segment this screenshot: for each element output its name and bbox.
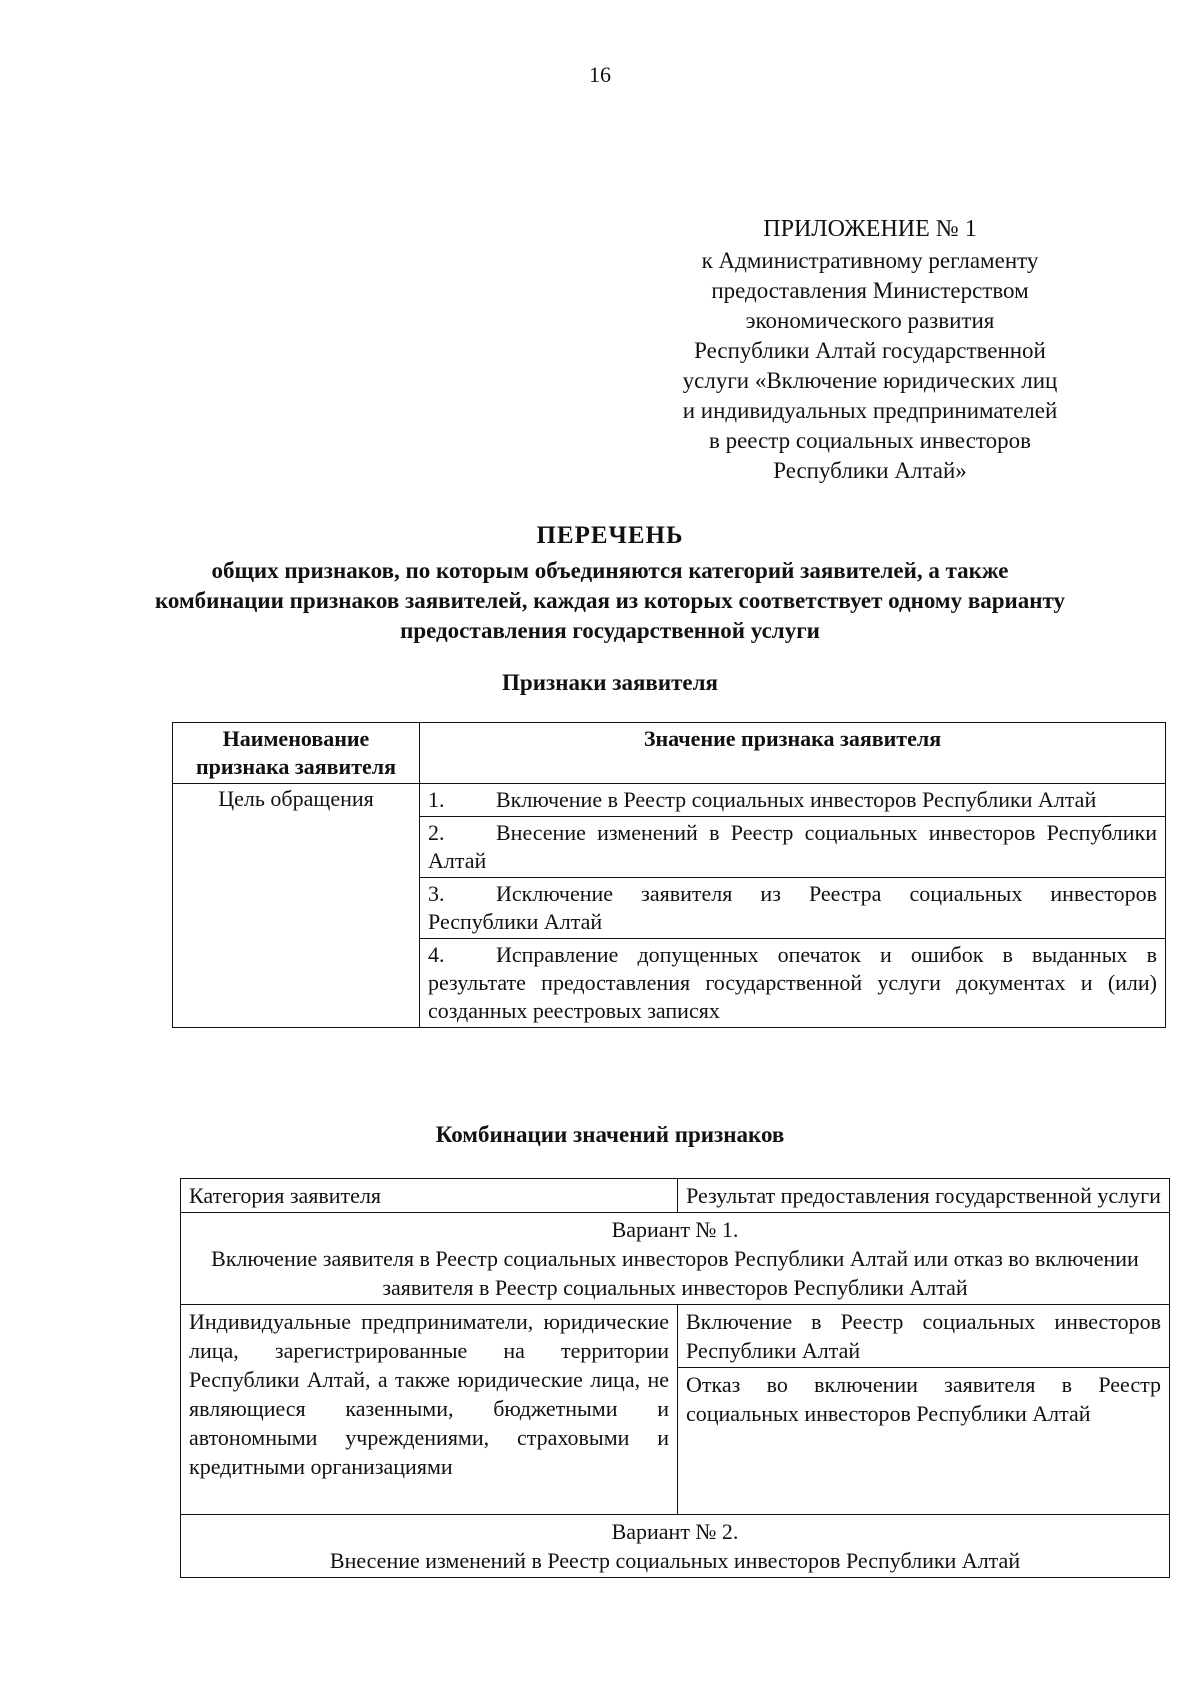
variant-1-row bbox=[181, 1213, 1170, 1305]
appendix-line: Республики Алтай» bbox=[773, 458, 967, 483]
item-text: Внесение изменений в Реестр социальных инвесторов Республики Алтай bbox=[428, 820, 1157, 873]
combinations-header-row bbox=[181, 1179, 1170, 1213]
appendix-line: предоставления Министерством bbox=[711, 278, 1029, 303]
heading-sub: общих признаков, по которым объединяются категорий заявителей, а также комбинации признаков заявителей, каждая из которых соответствует одному варианту предоставления государственной услуги bbox=[154, 558, 1066, 643]
appendix-line: в реестр социальных инвесторов bbox=[708, 428, 1032, 453]
variant-2-title: Вариант № 2. bbox=[611, 1519, 739, 1544]
variant-2-desc: Внесение изменений в Реестр социальных инвесторов Республики Алтай bbox=[329, 1548, 1021, 1573]
table-row bbox=[181, 1515, 1170, 1578]
appendix-line: Республики Алтай государственной bbox=[694, 338, 1046, 363]
item-text: Включение в Реестр социальных инвесторов Республики Алтай bbox=[496, 787, 1097, 812]
variant-1-category: Индивидуальные предприниматели, юридические лица, зарегистрированные на территории Республики Алтай, а также юридические лица, не являющиеся казенными, бюджетными и автономными учреждениями, страховыми и кредитными организациями bbox=[181, 1305, 678, 1515]
variant-1-title: Вариант № 1. bbox=[611, 1217, 739, 1242]
signs-section-title: Признаки заявителя bbox=[502, 670, 718, 695]
item-number: 1. bbox=[428, 787, 445, 812]
heading-main: ПЕРЕЧЕНЬ bbox=[536, 522, 684, 549]
sign-value-item bbox=[420, 784, 1166, 817]
item-text: Исправление допущенных опечаток и ошибок в выданных в результате предоставления государственной услуги документах и (или) созданных реестровых записях bbox=[428, 942, 1157, 1023]
item-text: Исключение заявителя из Реестра социальных инвесторов Республики Алтай bbox=[428, 881, 1157, 934]
combinations-table bbox=[180, 1178, 1170, 1578]
document-heading bbox=[150, 520, 1070, 646]
sign-name-cell: Цель обращения bbox=[173, 784, 420, 1028]
item-number: 4. bbox=[428, 942, 445, 967]
table-row bbox=[173, 784, 1166, 817]
col-category: Категория заявителя bbox=[181, 1179, 678, 1213]
appendix-line: экономического развития bbox=[745, 308, 995, 333]
col-sign-name: Наименование признака заявителя bbox=[173, 723, 420, 784]
sign-value-item bbox=[420, 878, 1166, 939]
page-number: 16 bbox=[589, 62, 611, 87]
item-number: 2. bbox=[428, 820, 445, 845]
col-result: Результат предоставления государственной услуги bbox=[678, 1179, 1170, 1213]
sign-value-item bbox=[420, 817, 1166, 878]
combinations-section-title: Комбинации значений признаков bbox=[435, 1122, 785, 1147]
variant-1-desc: Включение заявителя в Реестр социальных инвесторов Республики Алтай или отказ во включении заявителя в Реестр социальных инвесторов Республики Алтай bbox=[211, 1246, 1139, 1300]
table-row bbox=[181, 1305, 1170, 1368]
col-sign-value: Значение признака заявителя bbox=[420, 723, 1166, 784]
variant-2-row bbox=[181, 1515, 1170, 1578]
table-row bbox=[181, 1213, 1170, 1305]
appendix-title: ПРИЛОЖЕНИЕ № 1 bbox=[763, 216, 977, 242]
signs-header-row bbox=[173, 723, 1166, 784]
sign-value-item bbox=[420, 939, 1166, 1028]
appendix-line: к Административному регламенту bbox=[701, 248, 1039, 273]
variant-1-result-refuse: Отказ во включении заявителя в Реестр социальных инвесторов Республики Алтай bbox=[678, 1368, 1170, 1515]
variant-1-result-include: Включение в Реестр социальных инвесторов Республики Алтай bbox=[678, 1305, 1170, 1368]
item-number: 3. bbox=[428, 881, 445, 906]
appendix-line: услуги «Включение юридических лиц bbox=[682, 368, 1058, 393]
signs-table bbox=[172, 722, 1166, 1028]
appendix-block bbox=[660, 214, 1080, 486]
appendix-line: и индивидуальных предпринимателей bbox=[682, 398, 1058, 423]
